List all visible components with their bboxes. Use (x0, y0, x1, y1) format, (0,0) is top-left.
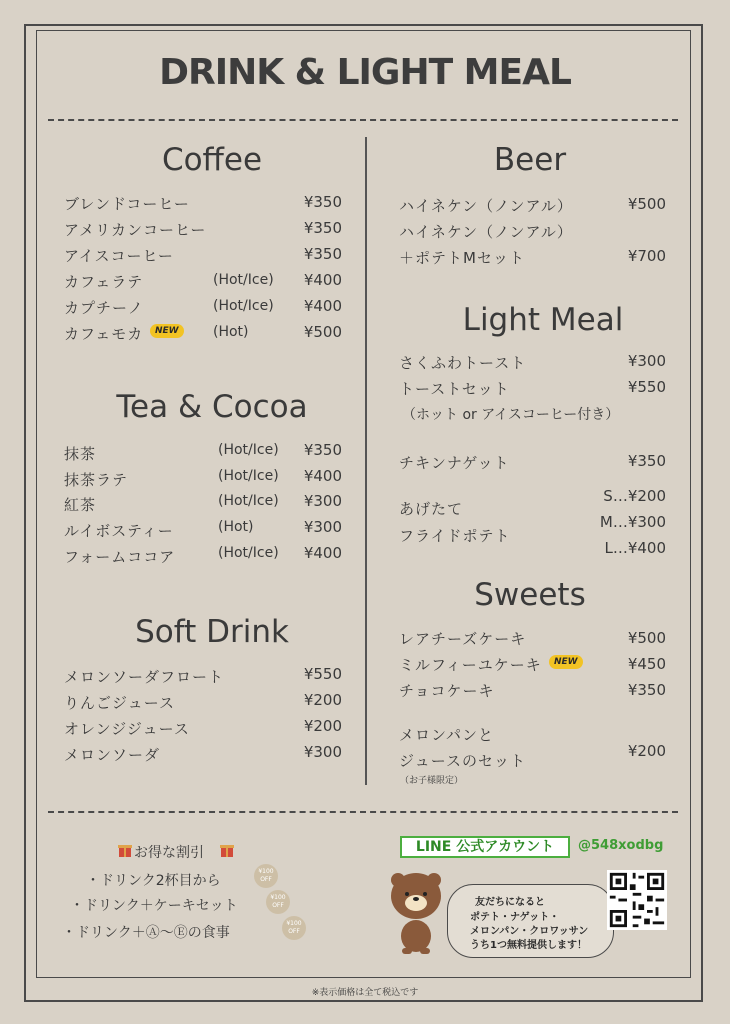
coffee-item-price: ¥400 (303, 297, 342, 315)
toast-set-note: （ホット or アイスコーヒー付き） (402, 407, 620, 423)
beer-item-name: ＋ポテトMセット (399, 249, 525, 267)
sweets-item-price: ¥500 (627, 629, 666, 647)
tea-item-price: ¥300 (303, 518, 342, 536)
light-item-name: チキンナゲット (399, 454, 510, 472)
discount-title: お得な割引 (134, 845, 204, 861)
coffee-item-sub: (Hot) (213, 324, 249, 340)
light-item-name: トーストセット (399, 380, 510, 398)
soft-item-price: ¥300 (303, 743, 342, 761)
potato-size-m: M…¥300 (599, 513, 666, 531)
beer-title: Beer (493, 142, 567, 178)
column-divider (365, 137, 367, 785)
bear-mascot-icon (386, 868, 446, 954)
coffee-item-sub: (Hot/Ice) (213, 272, 274, 288)
tea-item-sub: (Hot/Ice) (218, 468, 279, 484)
potato-size-l: L…¥400 (604, 539, 666, 557)
coffee-item-price: ¥350 (303, 219, 342, 237)
coffee-item-name: カプチーノ (64, 299, 144, 317)
discount-line: ・ドリンク＋ケーキセット (70, 898, 238, 914)
light-item-name: さくふわトースト (399, 354, 527, 372)
page-title: DRINK & LIGHT MEAL (159, 52, 571, 93)
tea-item-name: ルイボスティー (64, 522, 174, 540)
sweets-item-price: ¥450 (627, 655, 666, 673)
off-badge: ¥100 OFF (254, 864, 278, 888)
light-item-price: ¥350 (627, 452, 666, 470)
line-id: @548xodbg (578, 838, 664, 853)
coffee-item-name: アイスコーヒー (64, 247, 174, 265)
coffee-item-name: カフェモカ (64, 325, 144, 343)
sweets-item-price: ¥350 (627, 681, 666, 699)
light-item-price: ¥300 (627, 352, 666, 370)
coffee-item-sub: (Hot/Ice) (213, 298, 274, 314)
tea-item-name: フォームココア (64, 548, 176, 566)
beer-item-price: ¥500 (627, 195, 666, 213)
tea-title: Tea & Cocoa (116, 389, 308, 425)
tea-item-name: 抹茶ラテ (64, 471, 129, 489)
coffee-title: Coffee (161, 142, 263, 178)
soft-item-name: メロンソーダフロート (64, 668, 225, 686)
sweets-item-name: ミルフィーユケーキ (399, 656, 542, 674)
new-badge: NEW (150, 324, 184, 338)
beer-item-price: ¥700 (627, 247, 666, 265)
top-divider (48, 119, 678, 121)
light-item-price: ¥550 (627, 378, 666, 396)
tea-item-price: ¥300 (303, 492, 342, 510)
tea-item-price: ¥350 (303, 441, 342, 459)
bubble-line: 友だちになると (475, 897, 545, 908)
soft-item-name: メロンソーダ (64, 746, 161, 764)
off-badge: ¥100 OFF (266, 890, 290, 914)
potato-size-s: S…¥200 (603, 487, 666, 505)
discount-line: ・ドリンク2杯目から (86, 873, 221, 889)
tax-note: ※表示価格は全て税込です (311, 988, 419, 998)
beer-item-name: ハイネケン（ノンアル） (399, 223, 573, 241)
sweets-title: Sweets (474, 577, 586, 613)
gift-icon (220, 842, 234, 858)
soft-item-price: ¥200 (303, 717, 342, 735)
qr-code-icon[interactable] (607, 870, 667, 930)
coffee-item-name: カフェラテ (64, 273, 144, 291)
melon-price: ¥200 (627, 742, 666, 760)
discount-line: ・ドリンク＋Ⓐ〜Ⓔの食事 (62, 925, 230, 941)
potato-line1: あげたて (399, 500, 464, 518)
soft-drink-title: Soft Drink (135, 614, 289, 650)
soft-item-price: ¥550 (303, 665, 342, 683)
line-account-badge[interactable]: LINE 公式アカウント (400, 836, 570, 858)
coffee-item-name: ブレンドコーヒー (64, 195, 190, 213)
bubble-line: ポテト・ナゲット・ (470, 912, 560, 923)
beer-item-name: ハイネケン（ノンアル） (399, 197, 573, 215)
soft-item-name: オレンジジュース (64, 720, 190, 738)
sweets-item-name: レアチーズケーキ (399, 630, 527, 648)
bubble-line: うち1つ無料提供します！ (470, 940, 587, 951)
melon-line1: メロンパンと (399, 726, 494, 744)
tea-item-price: ¥400 (303, 467, 342, 485)
coffee-item-price: ¥350 (303, 245, 342, 263)
bubble-line: メロンパン・クロワッサン (470, 926, 589, 937)
tea-item-sub: (Hot) (218, 519, 254, 535)
tea-item-price: ¥400 (303, 544, 342, 562)
melon-note: （お子様限定） (400, 776, 464, 786)
tea-item-sub: (Hot/Ice) (218, 493, 279, 509)
tea-item-name: 抹茶 (64, 445, 97, 463)
potato-line2: フライドポテト (399, 527, 511, 545)
tea-item-sub: (Hot/Ice) (218, 442, 279, 458)
bottom-divider (48, 811, 678, 813)
coffee-item-price: ¥400 (303, 271, 342, 289)
soft-item-price: ¥200 (303, 691, 342, 709)
gift-icon (118, 842, 132, 858)
off-badge: ¥100 OFF (282, 916, 306, 940)
coffee-item-price: ¥350 (303, 193, 342, 211)
light-meal-title: Light Meal (462, 302, 624, 338)
coffee-item-name: アメリカンコーヒー (64, 221, 207, 239)
soft-item-name: りんごジュース (64, 694, 175, 712)
coffee-item-price: ¥500 (303, 323, 342, 341)
tea-item-sub: (Hot/Ice) (218, 545, 279, 561)
sweets-item-name: チョコケーキ (399, 682, 495, 700)
new-badge: NEW (549, 655, 583, 669)
tea-item-name: 紅茶 (64, 496, 97, 514)
melon-line2: ジュースのセット (399, 752, 526, 770)
